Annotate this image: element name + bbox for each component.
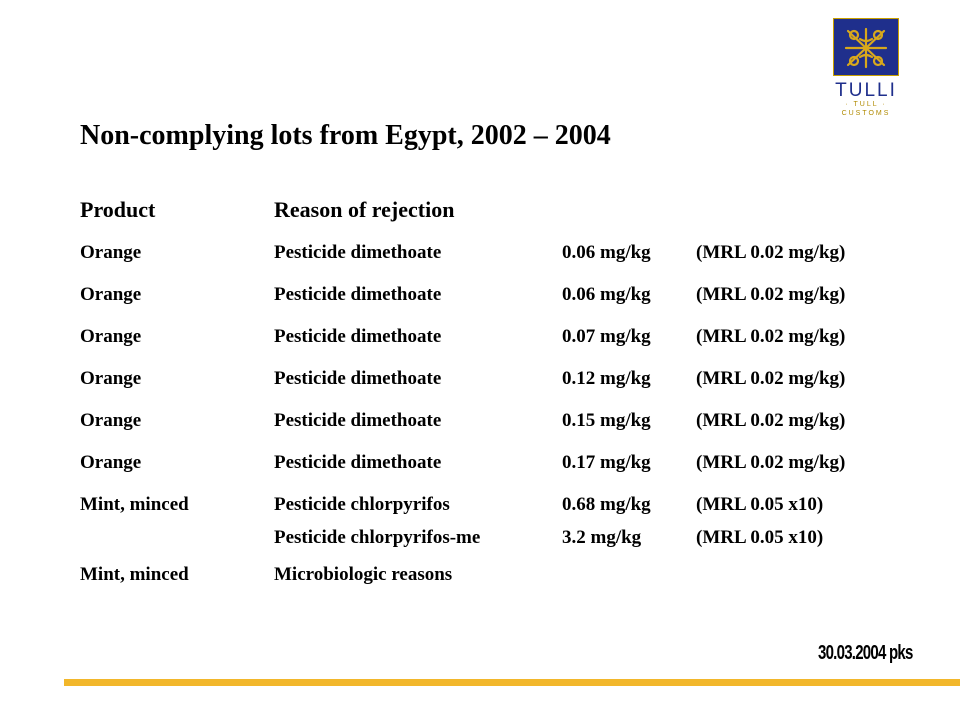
- header-reason: Reason of rejection: [274, 197, 455, 222]
- cell-reason: Pesticide chlorpyrifos: [274, 494, 450, 515]
- cell-value: 0.68 mg/kg: [562, 494, 651, 515]
- logo-sub-customs: CUSTOMS: [841, 110, 891, 117]
- logo-name: TULLI: [835, 80, 897, 101]
- cell-product: Orange: [80, 242, 142, 263]
- logo-sub-tull: · TULL ·: [845, 101, 887, 108]
- cell-reason: Pesticide dimethoate: [274, 284, 442, 305]
- header-product: Product: [80, 197, 156, 222]
- cell-value: 0.06 mg/kg: [562, 242, 651, 263]
- cell-value: 0.17 mg/kg: [562, 452, 651, 473]
- cell-value: 3.2 mg/kg: [562, 527, 642, 548]
- cell-reason: Microbiologic reasons: [274, 564, 453, 585]
- cell-reason: Pesticide dimethoate: [274, 326, 442, 347]
- cell-product: Orange: [80, 452, 142, 473]
- cell-value: 0.12 mg/kg: [562, 368, 651, 389]
- cell-reason: Pesticide dimethoate: [274, 368, 442, 389]
- cell-reason: Pesticide dimethoate: [274, 410, 442, 431]
- cell-mrl: (MRL 0.02 mg/kg): [696, 368, 846, 389]
- tulli-emblem-icon: [833, 18, 899, 76]
- cell-product: Orange: [80, 326, 142, 347]
- cell-mrl: (MRL 0.02 mg/kg): [696, 410, 846, 431]
- cell-mrl: (MRL 0.02 mg/kg): [696, 326, 846, 347]
- footer-bar: [64, 679, 960, 686]
- page-title: Non-complying lots from Egypt, 2002 – 2004: [80, 120, 611, 151]
- cell-mrl: (MRL 0.02 mg/kg): [696, 452, 846, 473]
- cell-product: Orange: [80, 284, 142, 305]
- cell-value: 0.15 mg/kg: [562, 410, 651, 431]
- cell-mrl: (MRL 0.02 mg/kg): [696, 284, 846, 305]
- tulli-logo: [830, 18, 902, 120]
- cell-mrl: (MRL 0.02 mg/kg): [696, 242, 846, 263]
- cell-product: Orange: [80, 410, 142, 431]
- cell-reason: Pesticide dimethoate: [274, 452, 442, 473]
- cell-reason: Pesticide chlorpyrifos-me: [274, 527, 481, 548]
- cell-mrl: (MRL 0.05 x10): [696, 527, 824, 548]
- cell-value: 0.06 mg/kg: [562, 284, 651, 305]
- cell-reason: Pesticide dimethoate: [274, 242, 442, 263]
- cell-value: 0.07 mg/kg: [562, 326, 651, 347]
- cell-product: Mint, minced: [80, 494, 189, 515]
- date-stamp: 30.03.2004 pks: [818, 642, 913, 664]
- cell-product: Orange: [80, 368, 142, 389]
- cell-product: Mint, minced: [80, 564, 189, 585]
- cell-mrl: (MRL 0.05 x10): [696, 494, 824, 515]
